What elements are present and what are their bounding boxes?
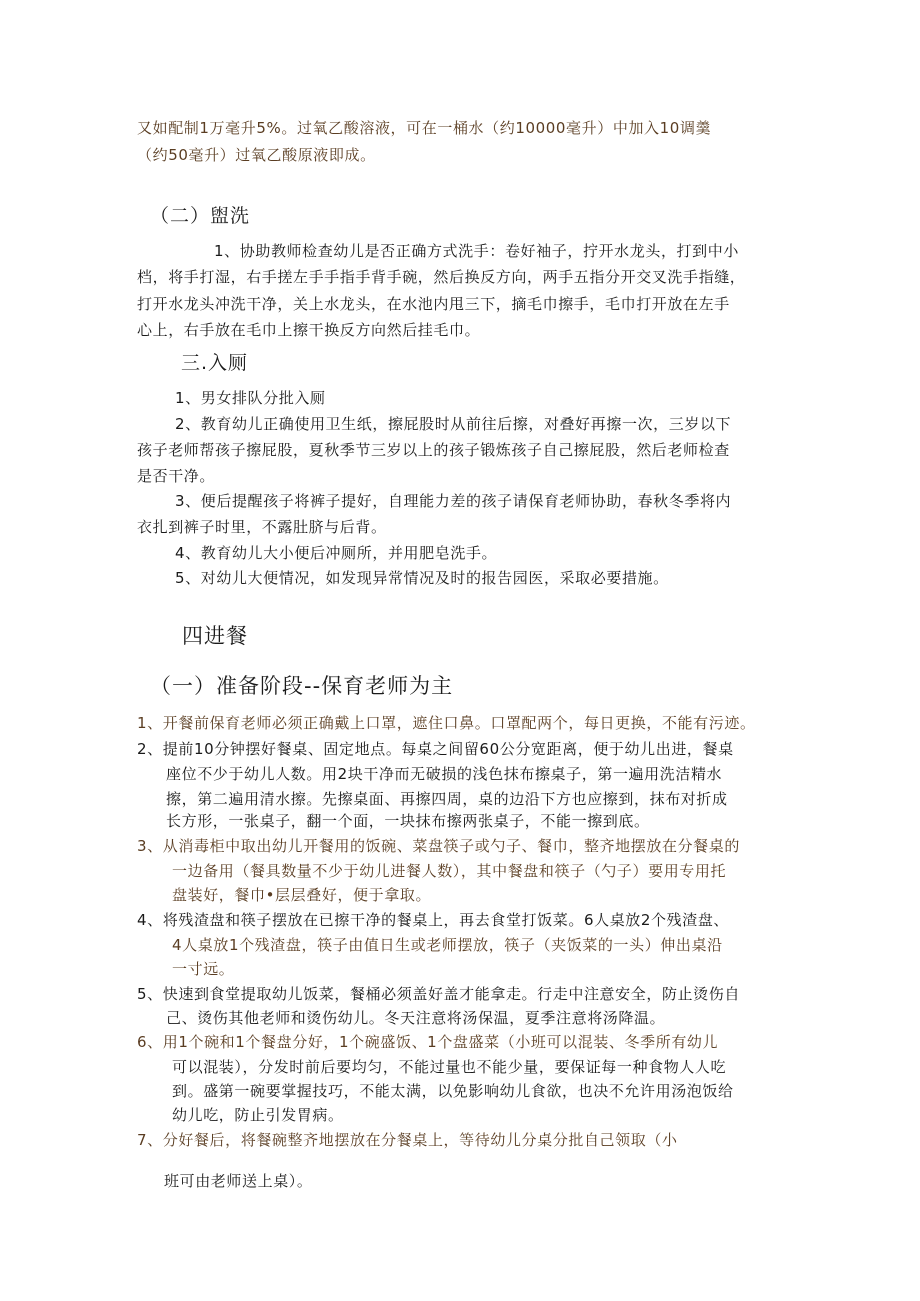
meal-line-11: 一寸远。 (172, 960, 235, 978)
toilet-line-7: 4、教育幼儿大小便后冲厕所，并用肥皂洗手。 (175, 544, 498, 562)
wash-para-line-2: 档，将手打湿，右手搓左手手指手背手碗，然后换反方向，两手五指分开交叉洗手指缝， (137, 268, 746, 286)
meal-line-3: 座位不少于幼儿人数。用2块干净而无破损的浅色抹布擦桌子，第一遍用洗洁精水 (166, 765, 723, 783)
meal-line-17: 幼儿吃，防止引发胃病。 (172, 1106, 344, 1124)
intro-line-2: （约50毫升）过氧乙酸原液即成。 (137, 146, 376, 164)
meal-line-8: 盘装好，餐巾•层层叠好，便于拿取。 (172, 886, 432, 904)
meal-line-14: 6、用1个碗和1个餐盘分好，1个碗盛饭、1个盘盛菜（小班可以混装、冬季所有幼儿 (137, 1033, 719, 1051)
toilet-line-1: 1、男女排队分批入厕 (175, 389, 326, 407)
toilet-line-5: 3、便后提醒孩子将裤子提好，自理能力差的孩子请保育老师协助，春秋冬季将内 (175, 492, 732, 510)
meal-line-5: 长方形，一张桌子，翻一个面，一块抹布擦两张桌子，不能一擦到底。 (166, 812, 650, 830)
meal-line-15: 可以混装），分发时前后要均匀，不能过量也不能少量，要保证每一种食物人人吃 (172, 1058, 727, 1076)
toilet-heading: 三.入厕 (181, 352, 249, 374)
meal-heading: 四进餐 (182, 624, 248, 648)
meal-line-13: 己、烫伤其他老师和烫伤幼儿。冬天注意将汤保温，夏季注意将汤降温。 (166, 1009, 666, 1027)
meal-line-9: 4、将残渣盘和筷子摆放在已擦干净的餐桌上，再去食堂打饭菜。6人桌放2个残渣盘、 (137, 911, 730, 929)
toilet-line-6: 衣扎到裤子时里，不露肚脐与后背。 (137, 518, 387, 536)
intro-line-1: 又如配制1万毫升5%。过氧乙酸溶液，可在一桶水（约10000毫升）中加入10调羹 (137, 119, 712, 137)
meal-line-10: 4人桌放1个残渣盘，筷子由值日生或老师摆放，筷子（夹饭菜的一头）伸出桌沿 (172, 936, 723, 954)
wash-para-line-1: 1、协助教师检查幼儿是否正确方式洗手：卷好袖子，拧开水龙头，打到中小 (214, 242, 739, 260)
meal-line-2: 2、提前10分钟摆好餐桌、固定地点。每桌之间留60公分宽距离，便于幼儿出进，餐桌 (137, 740, 734, 758)
meal-line-1: 1、开餐前保育老师必须正确戴上口罩，遮住口鼻。口罩配两个，每日更换，不能有污迹。 (137, 714, 756, 732)
meal-subheading: （一）准备阶段--保育老师为主 (150, 674, 454, 698)
meal-line-12: 5、快速到食堂提取幼儿饭菜，餐桶必须盖好盖才能拿走。行走中注意安全，防止烫伤自 (137, 985, 740, 1003)
meal-line-6: 3、从消毒柜中取出幼儿开餐用的饭碗、菜盘筷子或勺子、餐巾，整齐地摆放在分餐桌的 (137, 837, 740, 855)
toilet-line-3: 孩子老师帮孩子擦屁股，夏秋季节三岁以上的孩子锻炼孩子自己擦屁股，然后老师检查 (137, 441, 730, 459)
toilet-line-2: 2、教育幼儿正确使用卫生纸，擦屁股时从前往后擦，对叠好再擦一次，三岁以下 (175, 415, 732, 433)
wash-heading: （二）盥洗 (150, 205, 251, 227)
wash-para-line-3: 打开水龙头冲洗干净，关上水龙头，在水池内甩三下，摘毛巾擦手，毛巾打开放在左手 (137, 295, 730, 313)
toilet-line-4: 是否干净。 (137, 467, 216, 485)
wash-para-line-4: 心上，右手放在毛巾上擦干换反方向然后挂毛巾。 (137, 321, 481, 339)
meal-line-7: 一边备用（餐具数量不少于幼儿进餐人数），其中餐盘和筷子（勺子）要用专用托 (172, 862, 727, 880)
meal-line-19: 班可由老师送上桌）。 (164, 1172, 313, 1190)
meal-line-18: 7、分好餐后，将餐碗整齐地摆放在分餐桌上，等待幼儿分桌分批自己领取（小 (137, 1131, 678, 1149)
toilet-line-8: 5、对幼儿大便情况，如发现异常情况及时的报告园医，采取必要措施。 (175, 569, 669, 587)
meal-line-16: 到。盛第一碗要掌握技巧，不能太满，以免影响幼儿食欲，也决不允许用汤泡饭给 (172, 1082, 734, 1100)
meal-line-4: 擦，第二遍用清水擦。先擦桌面、再擦四周，桌的边沿下方也应擦到，抹布对折成 (166, 790, 728, 808)
